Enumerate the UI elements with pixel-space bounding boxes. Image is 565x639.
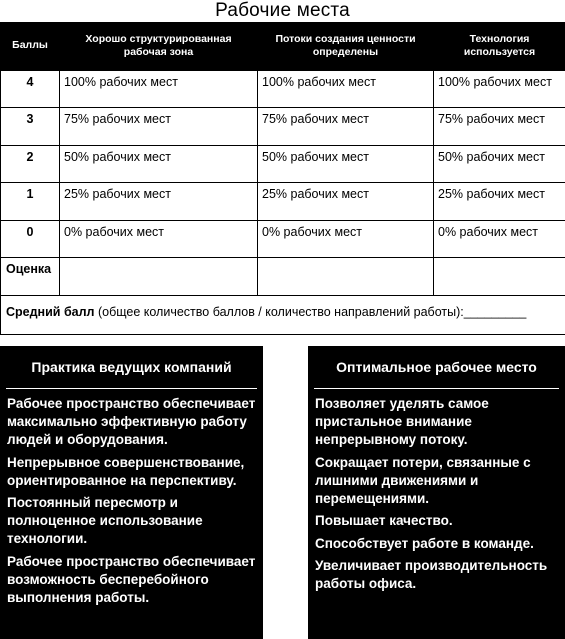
table-cell: 100% рабочих мест: [434, 70, 565, 108]
table-cell: 50% рабочих мест: [434, 145, 565, 183]
column-header-score: Баллы: [1, 22, 60, 70]
rating-entry-value-streams[interactable]: [258, 258, 434, 296]
table-row: [1, 220, 565, 258]
best-practices-list: [0, 389, 263, 607]
table-cell: 25% рабочих мест: [60, 183, 258, 221]
column-header-technology: Технология используется: [434, 22, 565, 70]
optimal-workplace-title: Оптимальное рабочее место: [314, 346, 559, 389]
score-cell: 3: [1, 108, 60, 146]
rating-row: [1, 258, 565, 296]
scoring-table: [0, 22, 565, 335]
table-row: [1, 145, 565, 183]
list-item: Рабочее пространство обеспечивает возможность бесперебойного выполнения работы.: [7, 553, 256, 605]
score-cell: 0: [1, 220, 60, 258]
table-cell: 0% рабочих мест: [60, 220, 258, 258]
table-row: [1, 183, 565, 221]
table-row: [1, 70, 565, 108]
table-cell: 25% рабочих мест: [434, 183, 565, 221]
list-item: Непрерывное совершенствование, ориентированное на перспективу.: [7, 454, 245, 488]
list-item: Позволяет уделять самое пристальное внимание непрерывному потоку.: [315, 396, 489, 447]
list-item: Повышает качество.: [315, 513, 453, 528]
score-cell: 1: [1, 183, 60, 221]
table-cell: 25% рабочих мест: [258, 183, 434, 221]
table-cell: 75% рабочих мест: [60, 108, 258, 146]
table-cell: 50% рабочих мест: [258, 145, 434, 183]
list-item: Способствует работе в команде.: [315, 535, 534, 551]
table-cell: 75% рабочих мест: [258, 108, 434, 146]
rating-entry-workspace[interactable]: [60, 258, 258, 296]
list-item: Постоянный пересмотр и полноценное использование технологии.: [7, 495, 203, 546]
table-cell: 50% рабочих мест: [60, 145, 258, 183]
table-cell: 100% рабочих мест: [258, 70, 434, 108]
table-cell: 0% рабочих мест: [434, 220, 565, 258]
page-title: Рабочие места: [215, 0, 350, 21]
list-item: Сокращает потери, связанные с лишними движениями и перемещениями.: [315, 454, 531, 506]
rating-label: Оценка: [1, 258, 60, 296]
table-header-row: [1, 22, 565, 70]
average-score-cell: [1, 296, 565, 335]
table-row: [1, 108, 565, 146]
score-cell: 4: [1, 70, 60, 108]
rating-entry-technology[interactable]: [434, 258, 565, 296]
score-cell: 2: [1, 145, 60, 183]
table-cell: 100% рабочих мест: [60, 70, 258, 108]
average-score-row: [1, 296, 565, 335]
average-score-label: Средний балл: [6, 305, 95, 320]
optimal-workplace-panel: [308, 346, 565, 639]
table-cell: 75% рабочих мест: [434, 108, 565, 146]
column-header-workspace: Хорошо структурированная рабочая зона: [60, 22, 258, 70]
best-practices-title: Практика ведущих компаний: [6, 346, 257, 389]
best-practices-panel: [0, 346, 263, 639]
list-item: Увеличивает производительность работы офиса.: [315, 558, 548, 591]
column-header-value-streams: Потоки создания ценности определены: [258, 22, 434, 70]
optimal-workplace-list: [308, 389, 565, 593]
average-score-formula: (общее количество баллов / количество направлений работы):_________: [94, 305, 527, 320]
table-cell: 0% рабочих мест: [258, 220, 434, 258]
list-item: Рабочее пространство обеспечивает максимально эффективную работу людей и оборудования.: [7, 396, 256, 447]
